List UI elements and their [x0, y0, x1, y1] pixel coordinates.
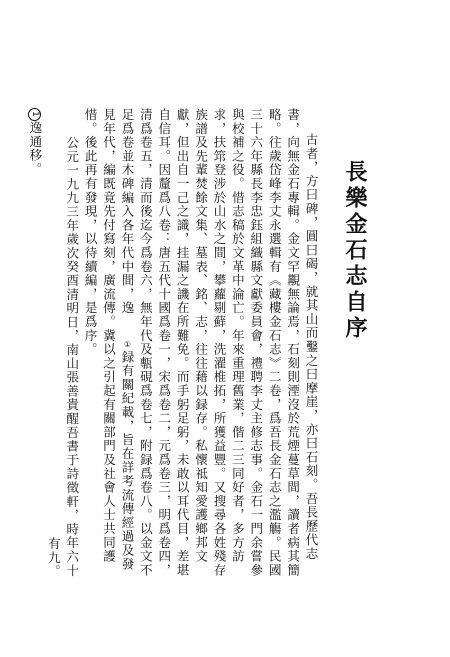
preface-paragraph-1 [81, 108, 320, 578]
signature-line: 公元一九九三年歲次癸酉清明日，南山張善貴醒吾書于詩徵軒，時年六十有九。 [46, 136, 80, 578]
page-title: 長樂金石志自序 [342, 160, 368, 342]
footnote-number: 1 [28, 108, 41, 121]
footnote [26, 108, 44, 578]
preface-body [0, 108, 320, 578]
preface-paragraph-1-text: 古者，方曰碑，圓曰碣，就其山而鑿之曰摩崖，亦曰石刻。吾長歷代志書，向無金石專輯。金文罕覯無論焉，石刻則湮沒於荒煙蔓草間，讀者病其簡略。往歲岱峰李丈永選輯有《藏樓金石志》二卷，爲吾長金石志之濫觴。民國三十六年縣長李忠鈺組織縣文獻委員會，禮聘李丈主修志事。金石一門余嘗參與校補之役。惜志稿於文革中淪亡。年來重理舊業，偕二三同好者，多方訪求，扶筇登涉於山水之間，攀蘿剔蘚，洗濯椎拓，所獲益豐。又搜尋各姓殘存族譜及先輩焚餘文集、墓表、銘、志，往往藉以録存。私懷祗知愛護鄉邦文獻，但出自一己之識，挂漏之譏在所難免。而手躬足躬，未敢以耳代目，差堪自信耳。因釐爲八卷：唐五代十國爲卷一，宋爲卷二，元爲卷三，明爲卷四，清爲卷五，清而後迄今爲卷六，無年代及甎硯爲卷七，附録爲卷八。以金文不足爲卷並木碑編入各年代中間，逸 [119, 108, 319, 578]
footnote-reference-mark: ① [122, 340, 132, 351]
preface-paragraph-1-cont: 録有關紀載，旨在詳考流傳經過及發見年代，編既竟先付寫刻，廣流傳。冀以之引起有關部門及社會人士共同護惜。後此再有發現，以待續編，是爲序。 [83, 108, 135, 572]
footnote-text: 逸通移。 [27, 121, 43, 177]
